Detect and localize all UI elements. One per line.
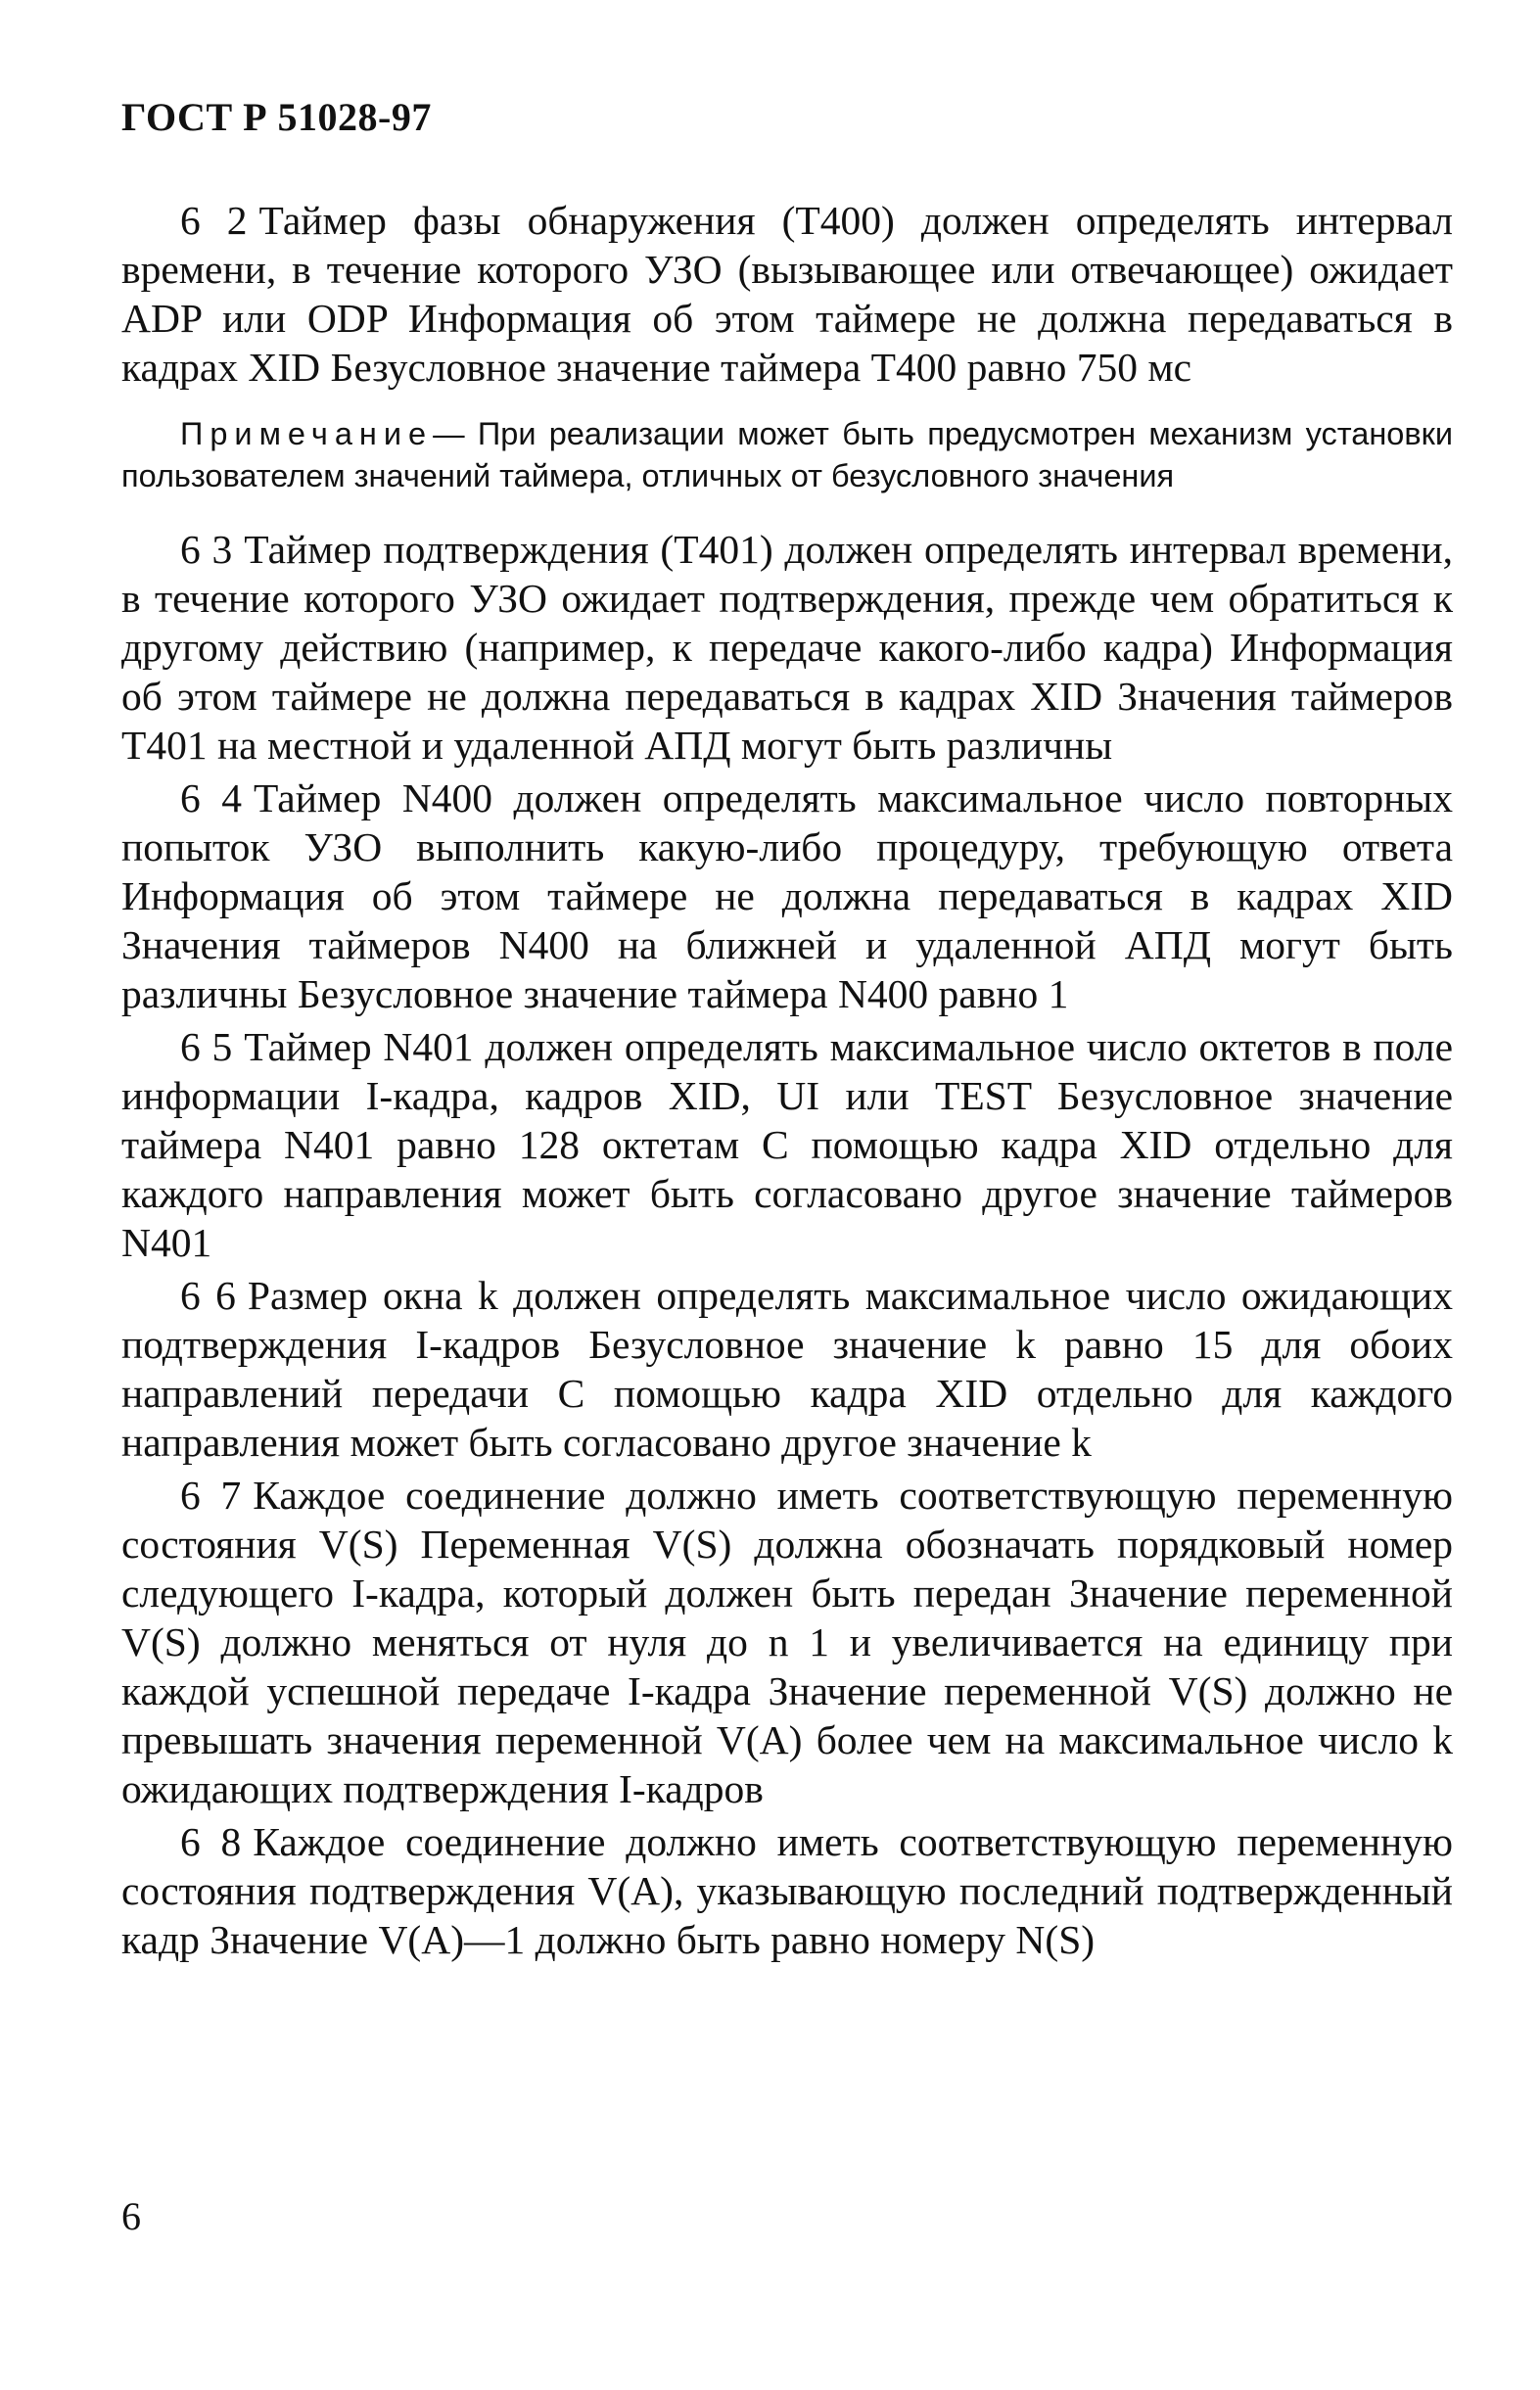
document-header: ГОСТ Р 51028-97 [121, 95, 432, 139]
paragraph-text: Каждое соединение должно иметь соответствующую переменную состояния подтверждения V(A), указывающую последний подтвержденный кадр Значение V(A)—1 должно быть равно номеру N(S) [121, 1819, 1453, 1962]
paragraph-6-4 [121, 773, 1453, 1018]
paragraph-text: Таймер N400 должен определять максимальное число повторных попыток УЗО выполнить какую-либо процедуру, требующую ответа Информация об этом таймере не должна передаваться в кадрах XID Значения таймеров N400 на ближней и удаленной АПД могут быть различны Безусловное значение таймера N400 равно 1 [121, 775, 1453, 1016]
note-label: Примечание [180, 416, 434, 451]
paragraph-number: 6 3 [180, 527, 233, 572]
note-text: При реализации может быть предусмотрен механизм установки пользователем значений таймера, отличных от безусловного значения [121, 416, 1453, 493]
paragraph-number: 6 4 [180, 775, 242, 820]
paragraph-6-3 [121, 525, 1453, 770]
paragraph-6-5 [121, 1022, 1453, 1267]
paragraph-number: 6 2 [180, 198, 248, 243]
paragraph-6-7 [121, 1471, 1453, 1813]
note [121, 413, 1453, 497]
paragraph-text: Размер окна k должен определять максимальное число ожидающих подтверждения I-кадров Безусловное значение k равно 15 для обоих направлений передачи С помощью кадра XID отдельно для каждого направления может быть согласовано другое значение k [121, 1273, 1453, 1465]
page-number: 6 [121, 2194, 141, 2238]
paragraph-text: Таймер подтверждения (Т401) должен определять интервал времени, в течение которого УЗО ожидает подтверждения, прежде чем обратиться к другому действию (например, к передаче какого-либо кадра) Информация об этом таймере не должна передаваться в кадрах XID Значения таймеров Т401 на местной и удаленной АПД могут быть различны [121, 527, 1453, 768]
paragraph-number: 6 5 [180, 1024, 233, 1069]
paragraph-6-2 [121, 196, 1453, 392]
note-dash: — [433, 416, 465, 451]
paragraph-number: 6 6 [180, 1273, 236, 1318]
paragraph-number: 6 8 [180, 1819, 242, 1864]
paragraph-number: 6 7 [180, 1473, 242, 1518]
paragraph-text: Таймер фазы обнаружения (Т400) должен определять интервал времени, в течение которого УЗО (вызывающее или отвечающее) ожидает ADP или ODP Информация об этом таймере не должна передаваться в кадрах XID Безусловное значение таймера Т400 равно 750 мс [121, 198, 1453, 390]
document-body [121, 196, 1453, 1968]
paragraph-6-8 [121, 1817, 1453, 1964]
paragraph-text: Каждое соединение должно иметь соответствующую переменную состояния V(S) Переменная V(S) должна обозначать порядковый номер следующего I-кадра, который должен быть передан Значение переменной V(S) должно меняться от нуля до n 1 и увеличивается на единицу при каждой успешной передаче I-кадра Значение переменной V(S) должно не превышать значения переменной V(A) более чем на максимальное число k ожидающих подтверждения I-кадров [121, 1473, 1453, 1811]
paragraph-text: Таймер N401 должен определять максимальное число октетов в поле информации I-кадра, кадров XID, UI или TEST Безусловное значение таймера N401 равно 128 октетам С помощью кадра XID отдельно для каждого направления может быть согласовано другое значение таймеров N401 [121, 1024, 1453, 1265]
paragraph-6-6 [121, 1271, 1453, 1467]
